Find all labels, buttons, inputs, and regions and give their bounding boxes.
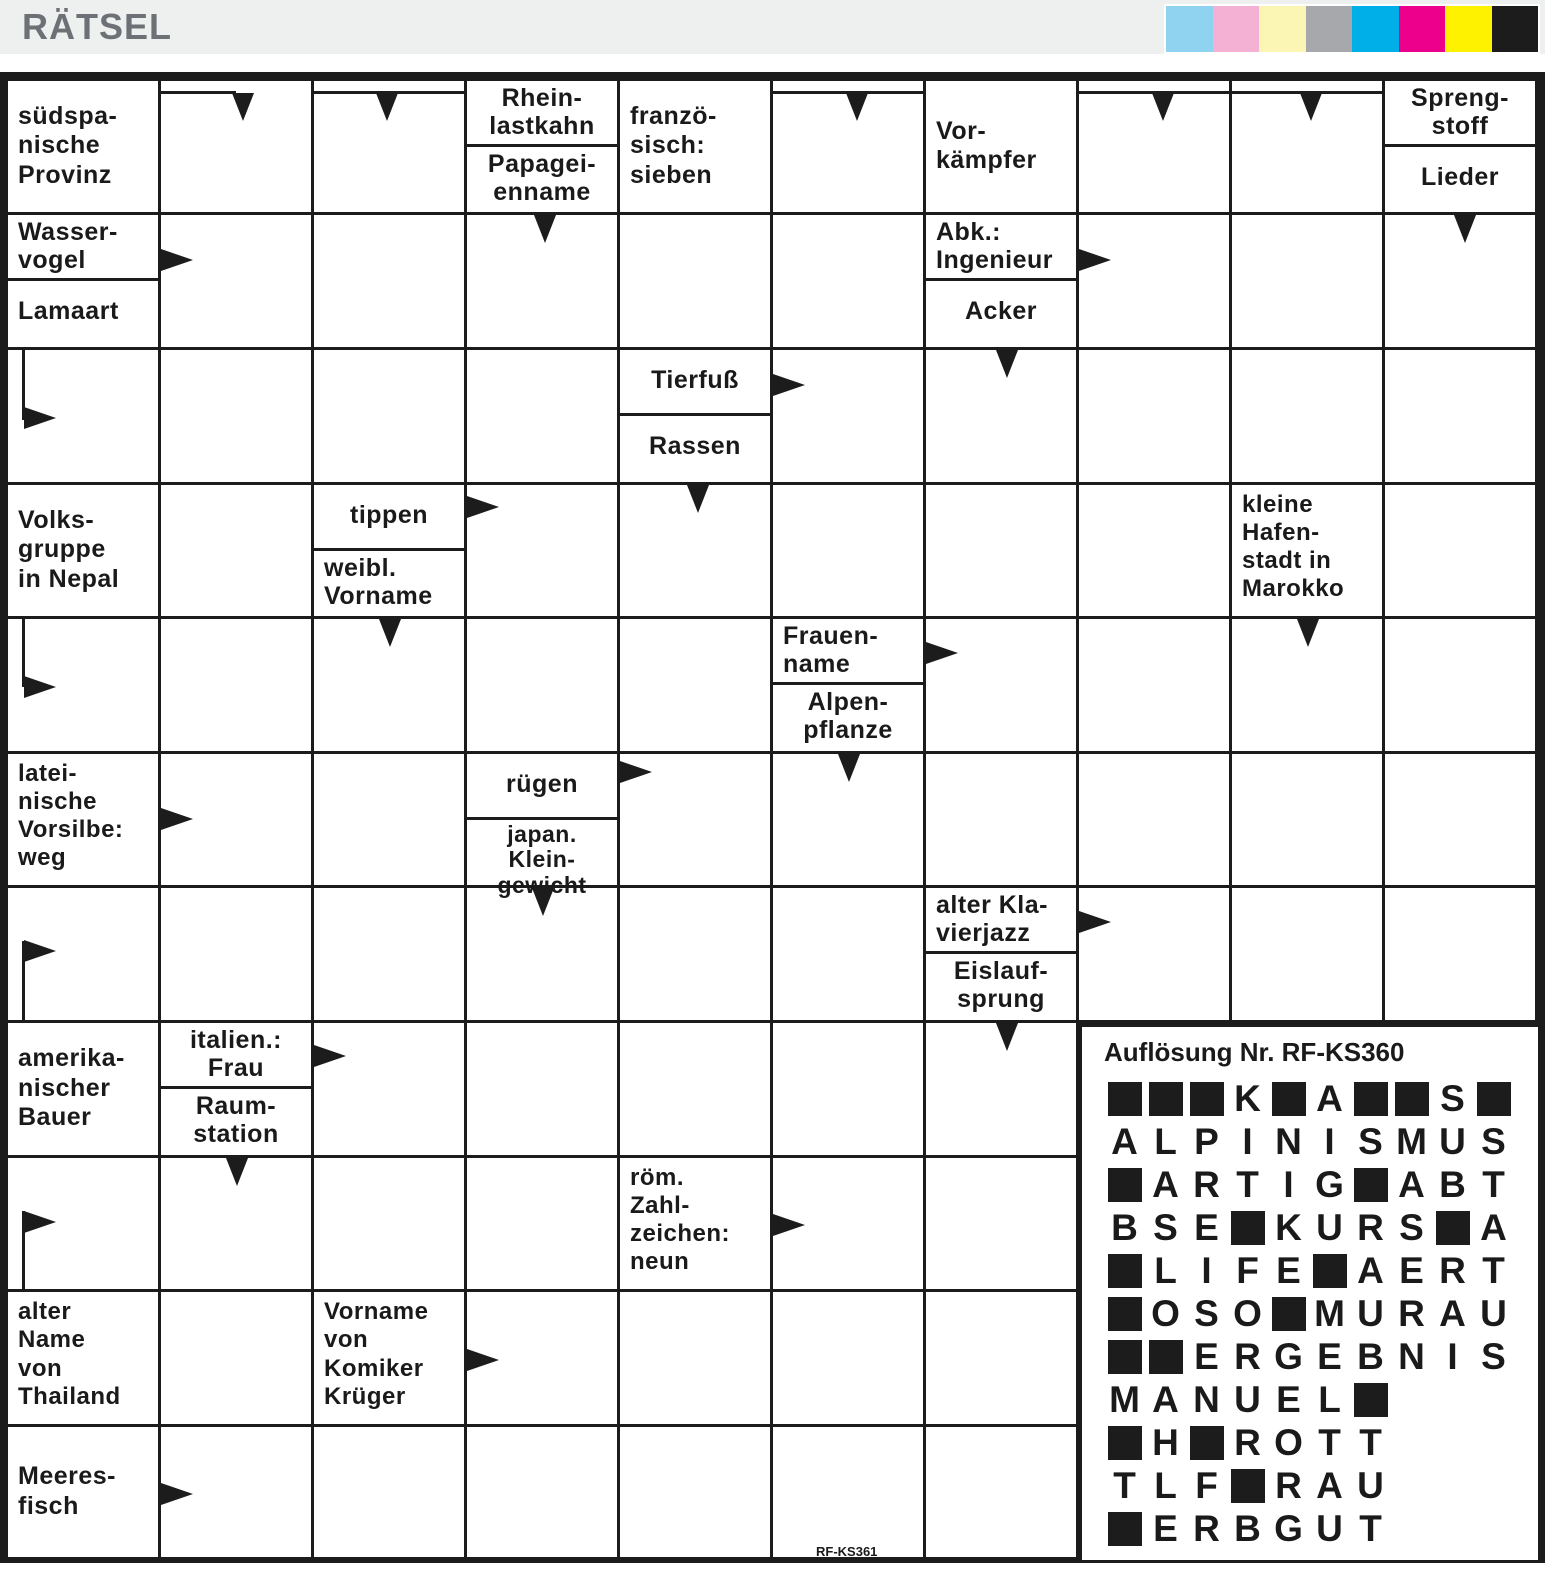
- color-swatch: [1166, 6, 1213, 52]
- grid-cell[interactable]: [926, 485, 1079, 619]
- clue-box: tippen: [314, 485, 464, 551]
- grid-cell[interactable]: [161, 888, 314, 1023]
- solution-letter: I: [1447, 1336, 1458, 1377]
- arrow-right-icon: [161, 808, 193, 830]
- solution-row: [1104, 1077, 1514, 1120]
- solution-row: [1104, 1335, 1514, 1378]
- connector-line: [22, 941, 25, 1021]
- solution-letter: S: [1358, 1121, 1383, 1162]
- color-swatch: [1306, 6, 1353, 52]
- clue-box: weibl. Vorname: [314, 551, 464, 616]
- solution-letter: N: [1275, 1121, 1302, 1162]
- connector-line: [314, 91, 464, 94]
- grid-cell[interactable]: [314, 1023, 467, 1158]
- solution-grid: [1104, 1077, 1514, 1550]
- solution-block: [1227, 1464, 1268, 1507]
- solution-letter: T: [1359, 1422, 1382, 1463]
- grid-cell[interactable]: [773, 350, 926, 485]
- clue-box: italien.: Frau: [161, 1023, 311, 1089]
- clue-box: Alpen- pflanze: [773, 685, 923, 751]
- grid-cell[interactable]: [926, 1292, 1079, 1427]
- solution-letter: T: [1236, 1164, 1259, 1205]
- arrow-right-icon: [773, 1214, 805, 1236]
- solution-row: [1104, 1507, 1514, 1550]
- grid-cell[interactable]: [467, 1427, 620, 1560]
- grid-cell[interactable]: [467, 1023, 620, 1158]
- solution-block: [1186, 1421, 1227, 1464]
- grid-cell[interactable]: [1385, 485, 1538, 619]
- arrow-down-icon: [1454, 215, 1476, 243]
- arrow-down-icon: [1297, 619, 1319, 647]
- solution-letter: A: [1316, 1465, 1343, 1506]
- solution-letter: R: [1439, 1250, 1466, 1291]
- solution-letter: E: [1276, 1379, 1301, 1420]
- clue-box: Rhein- lastkahn: [467, 81, 617, 147]
- grid-cell[interactable]: [467, 619, 620, 754]
- solution-letter: F: [1236, 1250, 1259, 1291]
- arrow-down-icon: [846, 93, 868, 121]
- solution-letter: U: [1357, 1293, 1384, 1334]
- solution-letter: R: [1234, 1422, 1261, 1463]
- arrow-down-icon: [996, 350, 1018, 378]
- solution-block: [1268, 1292, 1309, 1335]
- arrow-right-icon: [24, 940, 56, 962]
- connector-line: [1079, 91, 1229, 94]
- connector-line: [22, 619, 25, 687]
- grid-cell[interactable]: [1079, 215, 1232, 350]
- solution-letter: A: [1398, 1164, 1425, 1205]
- arrow-right-icon: [24, 407, 56, 429]
- solution-letter: B: [1439, 1164, 1466, 1205]
- grid-cell[interactable]: [314, 1158, 467, 1292]
- grid-cell[interactable]: [620, 619, 773, 754]
- color-swatch: [1213, 6, 1260, 52]
- connector-line: [161, 91, 236, 94]
- arrow-right-icon: [314, 1045, 346, 1067]
- solution-letter: E: [1194, 1207, 1219, 1248]
- clue-box: Rassen: [620, 416, 770, 482]
- solution-row: [1104, 1421, 1514, 1464]
- color-calibration-bar: [1164, 4, 1540, 54]
- solution-row: [1104, 1163, 1514, 1206]
- solution-letter: G: [1274, 1508, 1303, 1549]
- clue-box: Papagei- enname: [467, 147, 617, 212]
- solution-letter: E: [1194, 1336, 1219, 1377]
- color-swatch: [1445, 6, 1492, 52]
- clue-box: Spreng- stoff: [1385, 81, 1535, 147]
- solution-letter: N: [1398, 1336, 1425, 1377]
- solution-letter: L: [1318, 1379, 1341, 1420]
- grid-cell[interactable]: [773, 1292, 926, 1427]
- grid-cell[interactable]: [161, 1292, 314, 1427]
- solution-letter: K: [1234, 1078, 1261, 1119]
- solution-letter: A: [1316, 1078, 1343, 1119]
- clue-box: Vorname von Komiker Krüger: [314, 1292, 464, 1424]
- grid-cell[interactable]: [926, 619, 1079, 754]
- solution-letter: B: [1357, 1336, 1384, 1377]
- grid-cell[interactable]: [1385, 888, 1538, 1023]
- arrow-down-icon: [687, 485, 709, 513]
- solution-letter: E: [1399, 1250, 1424, 1291]
- grid-cell[interactable]: [926, 754, 1079, 888]
- solution-letter: T: [1359, 1508, 1382, 1549]
- solution-letter: L: [1154, 1121, 1177, 1162]
- solution-letter: G: [1315, 1164, 1344, 1205]
- solution-letter: M: [1109, 1379, 1140, 1420]
- grid-cell[interactable]: [1232, 754, 1385, 888]
- clue-box: Frauen- name: [773, 619, 923, 685]
- grid-cell[interactable]: [620, 1023, 773, 1158]
- solution-letter: O: [1151, 1293, 1180, 1334]
- grid-cell[interactable]: [161, 485, 314, 619]
- arrow-right-icon: [161, 249, 193, 271]
- header-bar: [0, 0, 1545, 54]
- grid-cell[interactable]: [314, 215, 467, 350]
- clue-box: Tierfuß: [620, 350, 770, 416]
- solution-letter: S: [1481, 1121, 1506, 1162]
- arrow-right-icon: [926, 642, 958, 664]
- solution-block: [1432, 1206, 1473, 1249]
- grid-cell[interactable]: [161, 350, 314, 485]
- solution-letter: H: [1152, 1422, 1179, 1463]
- solution-letter: T: [1482, 1250, 1505, 1291]
- grid-cell[interactable]: [161, 619, 314, 754]
- solution-block: [1104, 1077, 1145, 1120]
- solution-letter: B: [1234, 1508, 1261, 1549]
- solution-block: [1350, 1077, 1391, 1120]
- arrow-down-icon: [1300, 93, 1322, 121]
- clue-box: kleine Hafen- stadt in Marokko: [1232, 485, 1382, 616]
- arrow-right-icon: [467, 496, 499, 518]
- grid-cell[interactable]: [926, 1158, 1079, 1292]
- solution-letter: R: [1275, 1465, 1302, 1506]
- clue-box: amerika- nischer Bauer: [8, 1023, 158, 1155]
- grid-cell[interactable]: [926, 1427, 1079, 1560]
- solution-letter: I: [1324, 1121, 1335, 1162]
- arrow-down-icon: [532, 888, 554, 916]
- solution-letter: I: [1283, 1164, 1294, 1205]
- clue-box: röm. Zahl- zeichen: neun: [620, 1158, 770, 1289]
- solution-letter: T: [1482, 1164, 1505, 1205]
- solution-block: [1186, 1077, 1227, 1120]
- solution-letter: R: [1193, 1164, 1220, 1205]
- grid-cell[interactable]: [773, 1023, 926, 1158]
- solution-block: [1104, 1292, 1145, 1335]
- clue-box: Meeres- fisch: [8, 1427, 158, 1557]
- grid-cell[interactable]: [1079, 888, 1232, 1023]
- grid-cell[interactable]: [467, 1158, 620, 1292]
- solution-letter: L: [1154, 1250, 1177, 1291]
- grid-cell[interactable]: [314, 350, 467, 485]
- solution-row: [1104, 1249, 1514, 1292]
- clue-box: Acker: [926, 281, 1076, 347]
- solution-letter: P: [1194, 1121, 1219, 1162]
- clue-box: südspa- nische Provinz: [8, 81, 158, 212]
- arrow-down-icon: [534, 215, 556, 243]
- solution-block: [1473, 1077, 1514, 1120]
- grid-cell[interactable]: [1079, 485, 1232, 619]
- solution-block: [1104, 1421, 1145, 1464]
- solution-letter: U: [1480, 1293, 1507, 1334]
- solution-letter: M: [1396, 1121, 1427, 1162]
- grid-cell[interactable]: [314, 754, 467, 888]
- arrow-down-icon: [1152, 93, 1174, 121]
- grid-cell[interactable]: [1232, 350, 1385, 485]
- clue-box: latei- nische Vorsilbe: weg: [8, 754, 158, 885]
- grid-cell[interactable]: [1232, 215, 1385, 350]
- solution-panel: [1082, 1027, 1538, 1560]
- clue-box: Lamaart: [8, 281, 158, 347]
- solution-row: [1104, 1120, 1514, 1163]
- grid-cell[interactable]: [1079, 754, 1232, 888]
- solution-row: [1104, 1378, 1514, 1421]
- solution-letter: A: [1439, 1293, 1466, 1334]
- arrow-down-icon: [838, 754, 860, 782]
- grid-cell[interactable]: [467, 350, 620, 485]
- arrow-down-icon: [996, 1023, 1018, 1051]
- grid-cell[interactable]: [161, 215, 314, 350]
- grid-cell[interactable]: [1232, 888, 1385, 1023]
- solution-letter: R: [1398, 1293, 1425, 1334]
- clue-box: Raum- station: [161, 1089, 311, 1155]
- clue-box: japan. Klein- gewicht: [467, 820, 617, 885]
- solution-letter: R: [1234, 1336, 1261, 1377]
- connector-line: [22, 1211, 25, 1291]
- grid-cell[interactable]: [620, 888, 773, 1023]
- color-swatch: [1352, 6, 1399, 52]
- clue-box: franzö- sisch: sieben: [620, 81, 770, 212]
- solution-letter: R: [1357, 1207, 1384, 1248]
- solution-letter: T: [1318, 1422, 1341, 1463]
- grid-cell[interactable]: [773, 215, 926, 350]
- solution-letter: S: [1153, 1207, 1178, 1248]
- grid-cell[interactable]: [620, 1292, 773, 1427]
- clue-box: Abk.: Ingenieur: [926, 215, 1076, 281]
- solution-letter: A: [1111, 1121, 1138, 1162]
- solution-letter: U: [1234, 1379, 1261, 1420]
- solution-block: [1350, 1378, 1391, 1421]
- solution-row: [1104, 1206, 1514, 1249]
- page-title: RÄTSEL: [22, 6, 172, 47]
- solution-letter: O: [1233, 1293, 1262, 1334]
- arrow-down-icon: [226, 1158, 248, 1186]
- clue-box: rügen: [467, 754, 617, 820]
- solution-letter: E: [1276, 1250, 1301, 1291]
- solution-letter: E: [1317, 1336, 1342, 1377]
- grid-cell[interactable]: [1385, 754, 1538, 888]
- color-swatch: [1399, 6, 1446, 52]
- solution-letter: A: [1152, 1379, 1179, 1420]
- solution-block: [1104, 1163, 1145, 1206]
- solution-block: [1268, 1077, 1309, 1120]
- solution-block: [1104, 1249, 1145, 1292]
- solution-letter: U: [1316, 1207, 1343, 1248]
- solution-block: [1104, 1507, 1145, 1550]
- solution-block: [1104, 1335, 1145, 1378]
- solution-letter: S: [1440, 1078, 1465, 1119]
- connector-line: [773, 91, 923, 94]
- arrow-right-icon: [773, 374, 805, 396]
- solution-letter: F: [1195, 1465, 1218, 1506]
- grid-cell[interactable]: [773, 888, 926, 1023]
- color-swatch: [1259, 6, 1306, 52]
- arrow-down-icon: [232, 93, 254, 121]
- solution-letter: U: [1316, 1508, 1343, 1549]
- solution-letter: K: [1275, 1207, 1302, 1248]
- clue-box: alter Name von Thailand: [8, 1292, 158, 1424]
- solution-letter: L: [1154, 1465, 1177, 1506]
- arrow-right-icon: [1079, 911, 1111, 933]
- arrow-down-icon: [376, 93, 398, 121]
- solution-block: [1309, 1249, 1350, 1292]
- solution-letter: A: [1357, 1250, 1384, 1291]
- solution-block: [1145, 1077, 1186, 1120]
- solution-letter: T: [1113, 1465, 1136, 1506]
- grid-cell[interactable]: [1079, 619, 1232, 754]
- solution-letter: I: [1201, 1250, 1212, 1291]
- solution-letter: G: [1274, 1336, 1303, 1377]
- solution-letter: A: [1480, 1207, 1507, 1248]
- solution-row: [1104, 1292, 1514, 1335]
- solution-block: [1227, 1206, 1268, 1249]
- solution-letter: O: [1274, 1422, 1303, 1463]
- solution-letter: I: [1242, 1121, 1253, 1162]
- solution-letter: S: [1194, 1293, 1219, 1334]
- grid-cell[interactable]: [773, 1427, 926, 1560]
- grid-cell[interactable]: [620, 215, 773, 350]
- puzzle-code: RF-KS361: [816, 1544, 878, 1559]
- arrow-right-icon: [1079, 249, 1111, 271]
- arrow-right-icon: [620, 761, 652, 783]
- connector-line: [22, 350, 25, 420]
- solution-letter: N: [1193, 1379, 1220, 1420]
- solution-letter: S: [1399, 1207, 1424, 1248]
- solution-title: Auflösung Nr. RF-KS360: [1104, 1037, 1405, 1067]
- clue-box: Vor- kämpfer: [926, 81, 1076, 212]
- grid-cell[interactable]: [773, 485, 926, 619]
- solution-letter: B: [1111, 1207, 1138, 1248]
- arrow-right-icon: [467, 1349, 499, 1371]
- connector-line: [1232, 91, 1382, 94]
- solution-letter: U: [1439, 1121, 1466, 1162]
- solution-block: [1350, 1163, 1391, 1206]
- color-swatch: [1492, 6, 1539, 52]
- solution-block: [1145, 1335, 1186, 1378]
- clue-box: Eislauf- sprung: [926, 954, 1076, 1020]
- solution-letter: A: [1152, 1164, 1179, 1205]
- grid-cell[interactable]: [620, 1427, 773, 1560]
- clue-box: Lieder: [1385, 147, 1535, 212]
- grid-cell[interactable]: [314, 888, 467, 1023]
- solution-letter: R: [1193, 1508, 1220, 1549]
- arrow-right-icon: [24, 676, 56, 698]
- solution-letter: M: [1314, 1293, 1345, 1334]
- solution-row: [1104, 1464, 1514, 1507]
- solution-letter: E: [1153, 1508, 1178, 1549]
- arrow-down-icon: [379, 619, 401, 647]
- grid-cell[interactable]: [1385, 619, 1538, 754]
- solution-block: [1391, 1077, 1432, 1120]
- arrow-right-icon: [24, 1211, 56, 1233]
- clue-box: alter Kla- vierjazz: [926, 888, 1076, 954]
- clue-box: Volks- gruppe in Nepal: [8, 485, 158, 616]
- grid-cell[interactable]: [314, 1427, 467, 1560]
- clue-box: Wasser- vogel: [8, 215, 158, 281]
- solution-letter: U: [1357, 1465, 1384, 1506]
- arrow-right-icon: [161, 1483, 193, 1505]
- grid-cell[interactable]: [1385, 350, 1538, 485]
- solution-letter: S: [1481, 1336, 1506, 1377]
- grid-cell[interactable]: [1079, 350, 1232, 485]
